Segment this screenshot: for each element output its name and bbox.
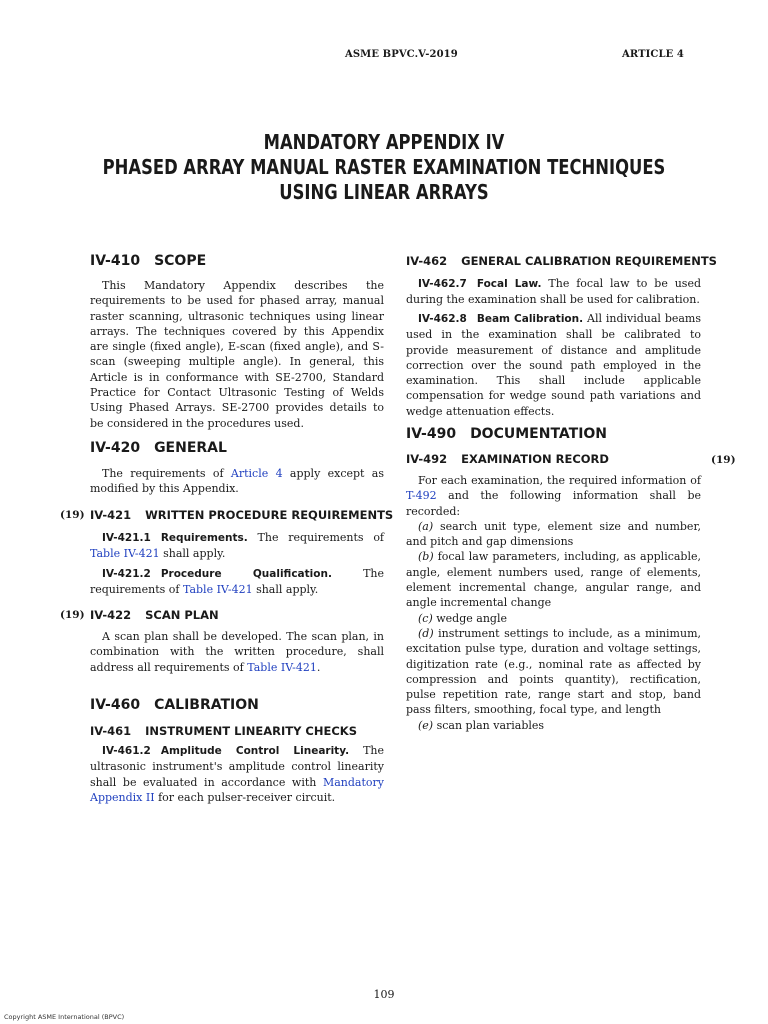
page-title — [69, 130, 699, 205]
article-4-link[interactable]: Article 4 — [230, 467, 283, 480]
running-header-article: ARTICLE 4 — [622, 49, 684, 60]
section-heading-documentation: IV-490 DOCUMENTATION — [406, 426, 608, 442]
mandatory-appendix-ii-link[interactable]: Mandatory Appendix II — [90, 775, 384, 804]
title-line-3: USING LINEAR ARRAYS — [279, 180, 489, 204]
scan-plan-paragraph: A scan plan shall be developed. The scan plan, in combination with the written procedure, shall address all requirements of Table IV-421. — [90, 630, 384, 674]
list-item: (b) focal law parameters, including, as applicable, angle, element numbers used, range of elements, element incremental change, angular range, and angle incremental change — [406, 550, 701, 610]
paragraph-462-8: IV-462.8 Beam Calibration. All individual beams used in the examination shall be calibrated to provide measurement of distance and amplitude correction over the sound path employed in the examination. This shall include applicable compensation for wedge sound path variations and wedge attenuation effects. — [406, 312, 702, 418]
revision-mark-492: (19) — [711, 454, 736, 466]
t-492-link[interactable]: T-492 — [406, 489, 437, 503]
paragraph-421-2: IV-421.2 Procedure Qualification. The requirements of Table IV-421 shall apply. — [90, 567, 385, 597]
table-iv-421-link-2[interactable]: Table IV-421 — [182, 583, 253, 597]
table-iv-421-link-1[interactable]: Table IV-421 — [90, 547, 160, 561]
title-line-2: PHASED ARRAY MANUAL RASTER EXAMINATION TECHNIQUES — [102, 155, 666, 179]
title-line-1: MANDATORY APPENDIX IV — [263, 130, 505, 154]
section-heading-general: IV-420 GENERAL — [90, 440, 227, 456]
section-heading-scope: IV-410 SCOPE — [90, 253, 207, 269]
revision-mark-422: (19) — [60, 609, 85, 621]
section-heading-492: IV-492 EXAMINATION RECORD — [406, 452, 609, 466]
list-item: (d) instrument settings to include, as a minimum, excitation pulse type, duration and voltage settings, digitization rate (e.g., nominal rate as affected by compression and points quantity), rectification, pulse repetition rate, range start and stop, band pass filters, smoothing, focal type, and length — [406, 626, 702, 717]
section-heading-461: IV-461 INSTRUMENT LINEARITY CHECKS — [90, 724, 357, 738]
table-iv-421-link-3[interactable]: Table IV-421 — [247, 660, 317, 674]
revision-mark-421: (19) — [60, 509, 85, 521]
paragraph-462-7: IV-462.7 Focal Law. The focal law to be used during the examination shall be used for calibration. — [406, 277, 701, 307]
section-heading-462: IV-462 GENERAL CALIBRATION REQUIREMENTS — [406, 254, 717, 268]
section-heading-calibration: IV-460 CALIBRATION — [90, 697, 259, 713]
general-paragraph: The requirements of Article 4 apply except as modified by this Appendix. — [90, 467, 385, 496]
paragraph-421-1: IV-421.1 Requirements. The requirements of Table IV-421 shall apply. — [90, 531, 385, 561]
copyright-notice: Copyright ASME International (BPVC) — [4, 1013, 125, 1021]
list-item: (e) scan plan variables — [418, 718, 545, 732]
paragraph-461-2: IV-461.2 Amplitude Control Linearity. The ultrasonic instrument's amplitude control linearity shall be evaluated in accordance with Mandatory Appendix II for each pulser-receiver circuit. — [90, 744, 384, 804]
page-number: 109 — [373, 988, 395, 1001]
list-item: (c) wedge angle — [418, 611, 507, 625]
section-heading-422: IV-422 SCAN PLAN — [90, 608, 219, 622]
examination-record-intro: For each examination, the required information of T-492 and the following information shall be recorded: — [406, 474, 701, 518]
scope-paragraph: This Mandatory Appendix describes the requirements to be used for phased array, manual raster scanning, ultrasonic techniques using linear arrays. The techniques covered by this Appendix are single (fixed angle), E-scan (fixed angle), and S-scan (sweeping multiple angle). In general, this Article is in conformance with SE-2700, Standard Practice for Contact Ultrasonic Testing of Welds Using Phased Arrays. SE-2700 provides details to be considered in the procedures used. — [90, 279, 384, 430]
examination-record-list — [406, 473, 701, 733]
running-header-code: ASME BPVC.V-2019 — [345, 49, 458, 60]
list-item: (a) search unit type, element size and number, and pitch and gap dimensions — [406, 519, 701, 549]
section-heading-421: IV-421 WRITTEN PROCEDURE REQUIREMENTS — [90, 508, 394, 522]
